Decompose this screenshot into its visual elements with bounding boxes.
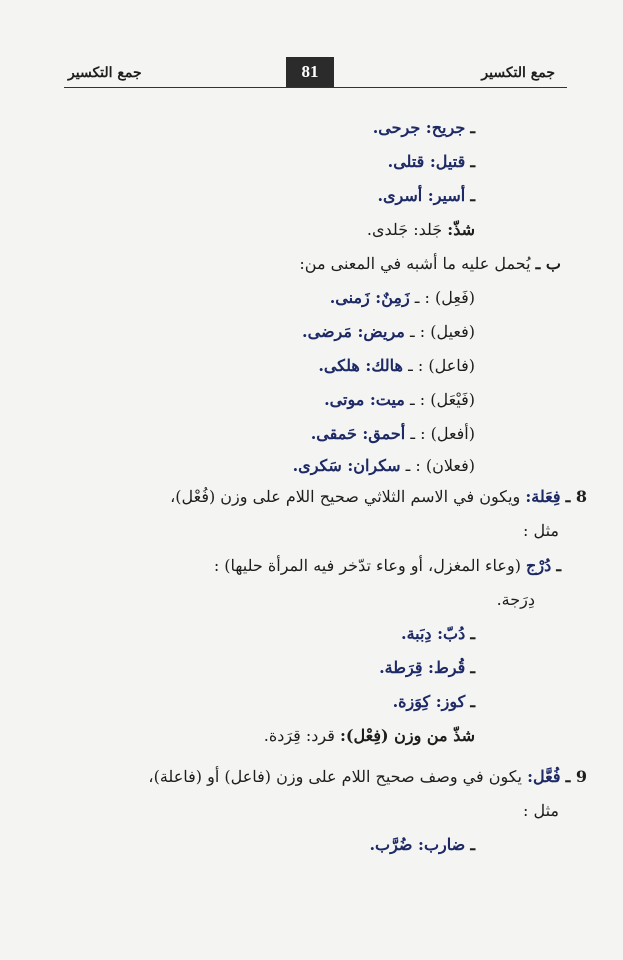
example-note: (وعاء المغزل، أو وعاء تدّخر فيه المرأة حليها) : xyxy=(213,556,521,575)
numbered-rule xyxy=(148,767,587,786)
exception-text: قرد: قِرَدة. xyxy=(263,726,335,745)
list-item xyxy=(388,152,475,171)
dash-mark: ـ xyxy=(470,658,475,677)
example-word: مريض: مَرضى. xyxy=(302,322,405,341)
pattern-label: (فعلان) : ـ xyxy=(405,456,475,475)
list-item xyxy=(330,288,475,307)
list-item xyxy=(302,322,475,341)
exception-line xyxy=(367,220,475,239)
header-title-right: جمع التكسير xyxy=(481,65,555,81)
example-word: هالك: هلكى. xyxy=(318,356,403,375)
list-item xyxy=(373,118,475,137)
dash-mark: ـ xyxy=(470,835,475,854)
example-word: ضارب: ضُرَّب. xyxy=(369,835,466,854)
continuation-text: مثل : xyxy=(523,521,559,540)
example-word: دُبّ: دِبَبة. xyxy=(401,624,466,643)
pattern-label: (فَعِل) : ـ xyxy=(414,288,475,307)
continuation-line xyxy=(523,801,559,820)
dash-mark: ـ xyxy=(470,186,475,205)
list-item xyxy=(318,356,475,375)
list-item xyxy=(401,624,475,643)
header-rule xyxy=(64,87,567,88)
example-word: أسير: أسرى. xyxy=(377,186,466,205)
continuation-line xyxy=(497,590,535,609)
continuation-text: مثل : xyxy=(523,801,559,820)
pattern-label: (فاعل) : ـ xyxy=(408,356,475,375)
list-item xyxy=(293,456,475,475)
rule-pattern: فُعَّل: xyxy=(527,767,561,786)
exception-label: شذّ من وزن (فِعْل): xyxy=(340,726,475,745)
page-header xyxy=(0,55,623,89)
rule-number: 9 ـ xyxy=(565,767,587,786)
rule-text: يكون في وصف صحيح اللام على وزن (فاعل) أو (فاعلة)، xyxy=(148,767,523,786)
dash-mark: ـ xyxy=(470,152,475,171)
rule-number: 8 ـ xyxy=(565,487,587,506)
section-line xyxy=(299,254,561,273)
example-word: زَمِنٌ: زَمنى. xyxy=(329,288,410,307)
pattern-label: (أفعل) : ـ xyxy=(410,424,475,443)
example-word: قتيل: قتلى. xyxy=(387,152,466,171)
rule-pattern: فِعَلة: xyxy=(525,487,561,506)
list-item xyxy=(311,424,475,443)
example-word: ميت: موتى. xyxy=(324,390,405,409)
list-item xyxy=(379,658,475,677)
exception-label: شذّ: xyxy=(447,220,475,239)
list-item xyxy=(393,692,475,711)
continuation-text: دِرَجة. xyxy=(496,590,535,609)
dash-mark: ـ xyxy=(470,118,475,137)
list-item xyxy=(377,186,475,205)
list-item xyxy=(369,835,475,854)
page-number: 81 xyxy=(286,57,334,87)
example-word: كوز: كِوَزة. xyxy=(392,692,466,711)
exception-line xyxy=(264,726,475,745)
list-item xyxy=(214,556,561,575)
exception-text: جَلد: جَلدى. xyxy=(366,220,443,239)
continuation-line xyxy=(523,521,559,540)
example-word: دُرْج xyxy=(526,556,552,575)
numbered-rule xyxy=(170,487,587,506)
dash-mark: ـ xyxy=(470,624,475,643)
list-item xyxy=(324,390,475,409)
example-word: قُرط: قِرَطة. xyxy=(379,658,466,677)
example-word: سكران: سَكرى. xyxy=(292,456,401,475)
section-text: يُحمل عليه ما أشبه في المعنى من: xyxy=(299,254,531,273)
header-title-left: جمع التكسير xyxy=(68,65,142,81)
pattern-label: (فَيْعَل) : ـ xyxy=(409,390,475,409)
example-word: أحمق: حَمقى. xyxy=(310,424,406,443)
dash-mark: ـ xyxy=(470,692,475,711)
pattern-label: (فعيل) : ـ xyxy=(409,322,475,341)
section-marker: ب ـ xyxy=(535,254,561,273)
dash-mark: ـ xyxy=(556,556,561,575)
rule-text: ويكون في الاسم الثلاثي صحيح اللام على وزن (فُعْل)، xyxy=(170,487,521,506)
example-word: جريح: جرحى. xyxy=(372,118,466,137)
